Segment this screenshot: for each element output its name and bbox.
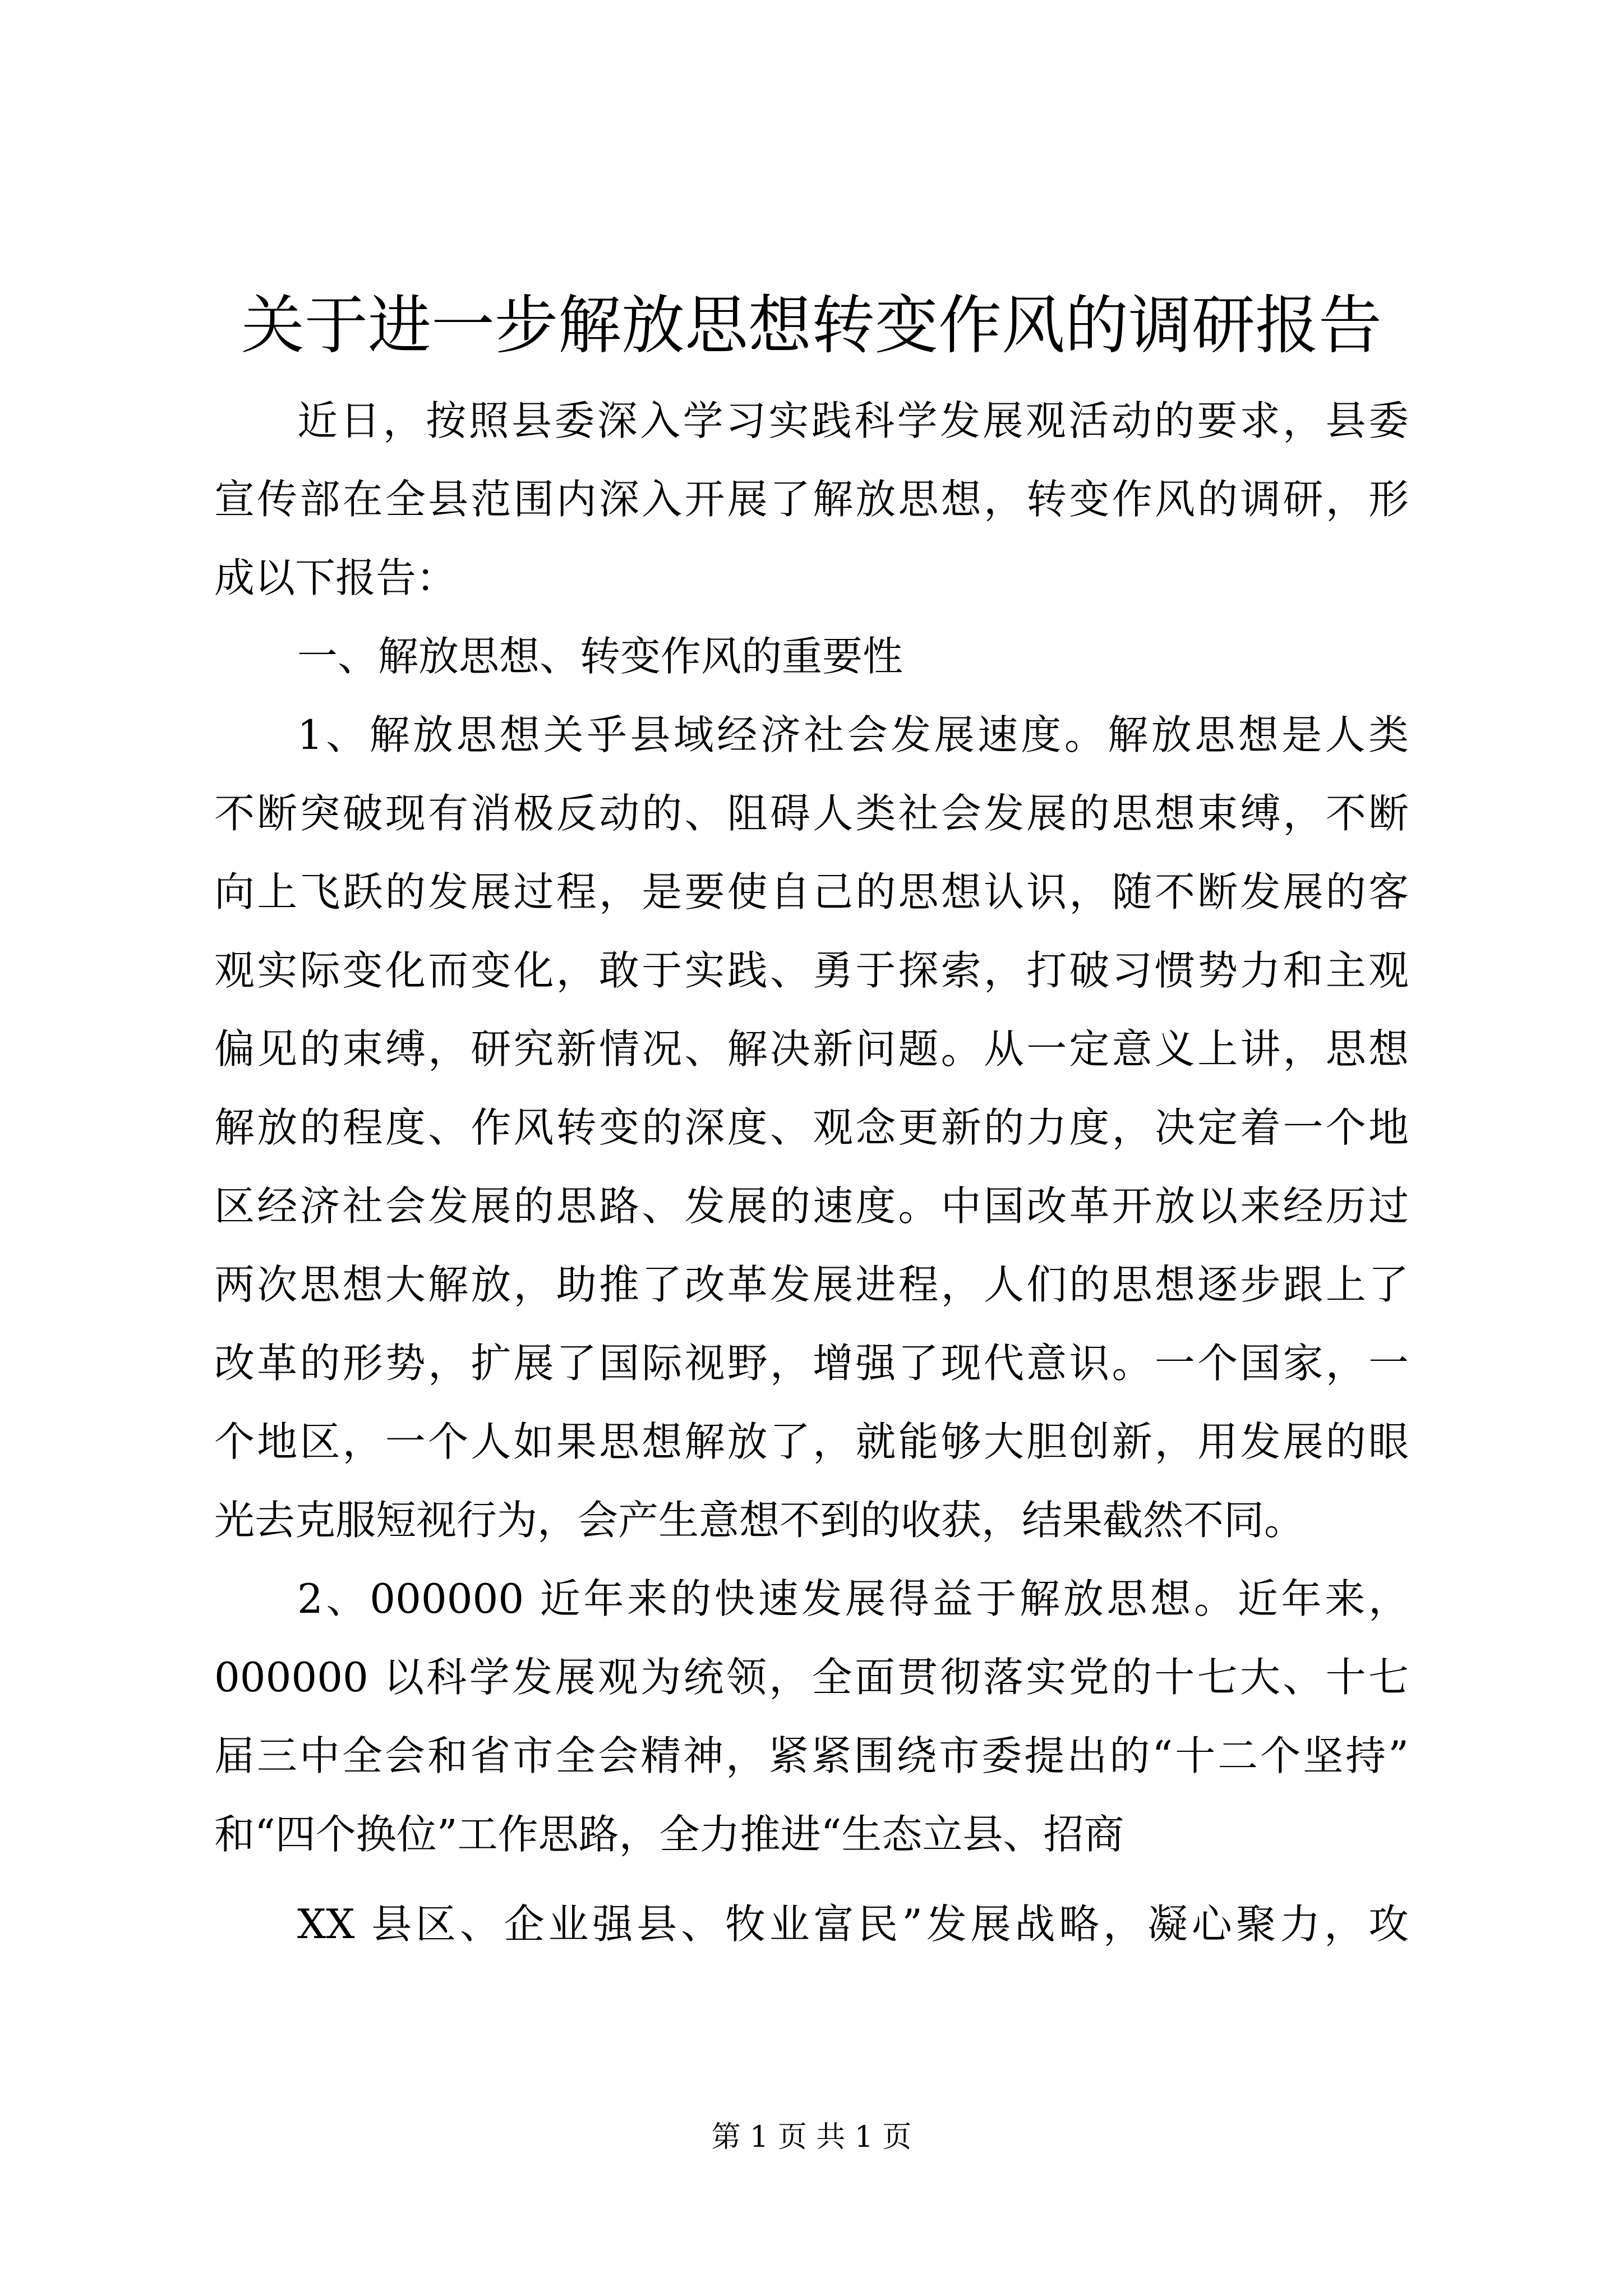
paragraph-line: 光去克服短视行为，会产生意想不到的收获，结果截然不同。	[214, 1497, 1305, 1544]
paragraph-line: 近日，按照县委深入学习实践科学发展观活动的要求，县委	[297, 397, 1409, 444]
paragraph-line: 偏见的束缚，研究新情况、解决新问题。从一定意义上讲，思想	[214, 1025, 1409, 1073]
paragraph-line: 宣传部在全县范围内深入开展了解放思想，转变作风的调研，形	[214, 476, 1409, 523]
paragraph-line: 改革的形势，扩展了国际视野，增强了现代意识。一个国家，一	[214, 1340, 1409, 1387]
paragraph-line: 届三中全会和省市全会精神，紧紧围绕市委提出的“十二个坚持”	[214, 1732, 1409, 1779]
paragraph-line: 和“四个换位”工作思路，全力推进“生态立县、招商	[214, 1811, 1124, 1858]
paragraph-line: 成以下报告：	[214, 554, 457, 601]
paragraph-line: 2、000000 近年来的快速发展得益于解放思想。近年来，	[297, 1575, 1409, 1622]
paragraph-line: 两次思想大解放，助推了改革发展进程，人们的思想逐步跟上了	[214, 1261, 1409, 1308]
paragraph-line: 个地区，一个人如果思想解放了，就能够大胆创新，用发展的眼	[214, 1418, 1409, 1465]
document-title: 关于进一步解放思想转变作风的调研报告	[241, 288, 1382, 362]
section-heading: 一、解放思想、转变作风的重要性	[297, 633, 903, 680]
paragraph-line: 1、解放思想关乎县域经济社会发展速度。解放思想是人类	[297, 711, 1409, 758]
paragraph-line: 解放的程度、作风转变的深度、观念更新的力度，决定着一个地	[214, 1104, 1409, 1151]
paragraph-line: 000000 以科学发展观为统领，全面贯彻落实党的十七大、十七	[214, 1654, 1409, 1701]
paragraph-line: 向上飞跃的发展过程，是要使自己的思想认识，随不断发展的客	[214, 868, 1409, 915]
paragraph-line: 观实际变化而变化，敢于实践、勇于探索，打破习惯势力和主观	[214, 947, 1409, 994]
page-footer: 第 1 页 共 1 页	[711, 2120, 912, 2154]
paragraph-line: 区经济社会发展的思路、发展的速度。中国改革开放以来经历过	[214, 1182, 1409, 1230]
paragraph-line: 不断突破现有消极反动的、阻碍人类社会发展的思想束缚，不断	[214, 790, 1409, 837]
paragraph-line: XX 县区、企业强县、牧业富民”发展战略，凝心聚力，攻	[297, 1901, 1409, 1948]
